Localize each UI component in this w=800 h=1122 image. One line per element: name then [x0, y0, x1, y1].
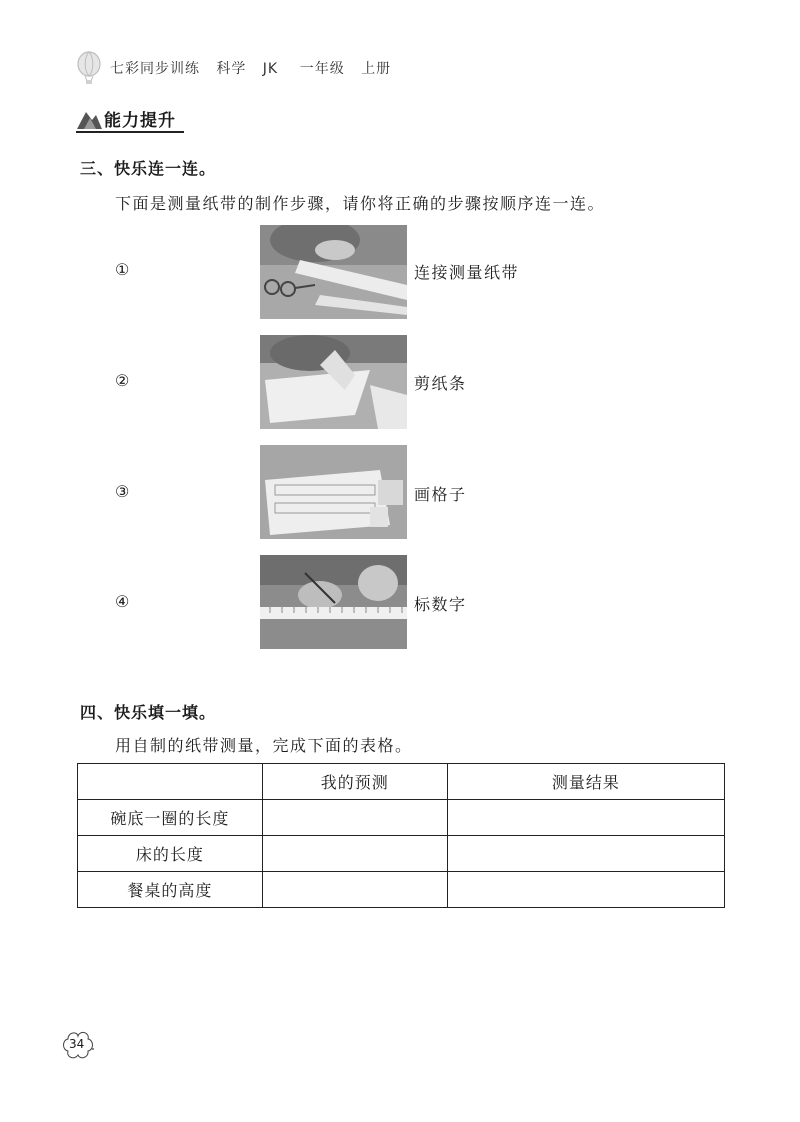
q4-instruction: 用自制的纸带测量，完成下面的表格。: [115, 736, 413, 755]
step-photo-3: [260, 445, 407, 539]
prediction-cell[interactable]: [262, 800, 447, 836]
step-label-2: 剪纸条: [414, 374, 467, 393]
table-row: [78, 836, 725, 872]
q3-title: 三、快乐连一连。: [80, 159, 217, 178]
balloon-icon: [74, 51, 104, 85]
result-cell[interactable]: [447, 800, 724, 836]
row-label: 碗底一圈的长度: [78, 800, 263, 836]
step-photo-1: [260, 225, 407, 319]
measurement-table: [77, 763, 725, 908]
prediction-cell[interactable]: [262, 836, 447, 872]
page-number: 34: [69, 1037, 85, 1051]
step-photo-4: [260, 555, 407, 649]
step-label-4: 标数字: [414, 595, 467, 614]
banner-underline: [76, 131, 184, 133]
row-label: 床的长度: [78, 836, 263, 872]
mountain-icon: [76, 106, 102, 130]
page-header: [74, 50, 391, 86]
section-title: 能力提升: [104, 111, 176, 131]
result-cell[interactable]: [447, 836, 724, 872]
step-photo-2: [260, 335, 407, 429]
table-header-row: [78, 764, 725, 800]
step-number-1: ①: [115, 260, 130, 279]
page-number-badge: [60, 1029, 96, 1061]
q4-title: 四、快乐填一填。: [80, 703, 217, 722]
table-header-cell: [78, 764, 263, 800]
table-header-cell: 测量结果: [447, 764, 724, 800]
step-label-1: 连接测量纸带: [414, 263, 520, 282]
step-number-2: ②: [115, 371, 130, 390]
step-label-3: 画格子: [414, 485, 467, 504]
prediction-cell[interactable]: [262, 872, 447, 908]
table-row: [78, 800, 725, 836]
section-banner: [76, 106, 186, 132]
header-title: 七彩同步训练 科学 JK 一年级 上册: [110, 61, 392, 77]
result-cell[interactable]: [447, 872, 724, 908]
table-row: [78, 872, 725, 908]
step-number-4: ④: [115, 592, 130, 611]
row-label: 餐桌的高度: [78, 872, 263, 908]
step-number-3: ③: [115, 482, 130, 501]
table-header-cell: 我的预测: [262, 764, 447, 800]
q3-instruction: 下面是测量纸带的制作步骤，请你将正确的步骤按顺序连一连。: [115, 194, 606, 213]
